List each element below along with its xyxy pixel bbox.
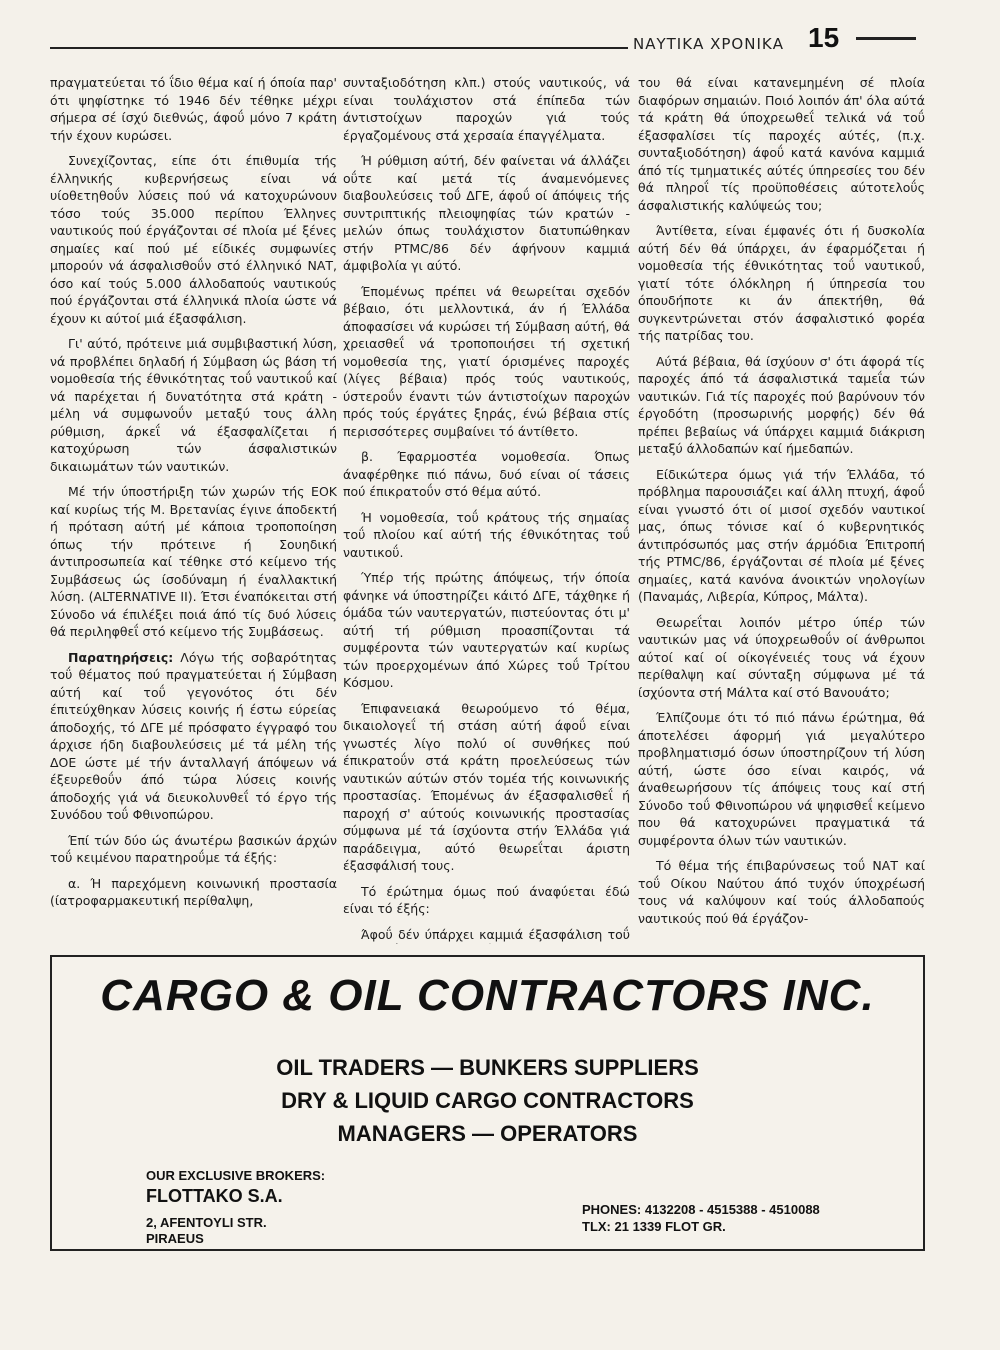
paragraph: Έπιφανειακά θεωρούμενο τό θέμα, δικαιολογεΐ τή στάση αύτή άφοΰ είναι γνωστές λίγο πολύ οί συνθήκες πού έπικρατοΰν στά κράτη προελεύσεως τών ναυτικών αύτών στόν τομέα τής κοινωνικής προστασίας. Έπομένως άν έξασφαλισθεΐ ή παροχή σ' αύτούς κοινωνικής προστασίας σύμφωνα μέ τά ίσχύοντα στήν Έλλάδα γιά παράδειγμα, αύτό θεωρεΐται άριστη έξασφάλισή τους. — [343, 700, 630, 873]
paragraph: Τό θέμα τής έπιβαρύνσεως τοΰ ΝΑΤ καί τοΰ Οίκου Ναύτου άπό τυχόν ύποχρέωσή τους νά καλύψουν καί τούς άλλοδαπούς ναυτικούς πού θά έργάζον- — [638, 858, 925, 926]
paragraph: Θεωρεΐται λοιπόν μέτρο ύπέρ τών ναυτικών μας νά ύποχρεωθοΰν οί άνθρωποι αύτοί καί οί οίκογένειές τους νά έχουν περίθαλψη καί σύνταξη σύμφωνα μέ τά ίσχύοντα στή Μάλτα καί στό Βανουάτο; — [638, 614, 925, 700]
ad-address-city: PIRAEUS — [146, 1231, 204, 1246]
advertisement-box — [50, 955, 925, 1251]
text-column-2 — [343, 74, 630, 944]
ad-address-street: 2, AFENTOYLI STR. — [146, 1215, 267, 1230]
text-column-3 — [638, 74, 925, 944]
ad-brokers-label: OUR EXCLUSIVE BROKERS: — [146, 1168, 326, 1183]
paragraph: Έλπίζουμε ότι τό πιό πάνω έρώτημα, θά άποτελέσει άφορμή γιά μεγαλύτερο προβληματισμό όσων ύποστηρίζουν τή λύση αύτή, ώστε όσο είναι καιρός, νά άναθεωρήσουν τίς άπόψεις τους καί στή Σύνοδο τοΰ Φθινοπώρου νά ψηφισθεΐ κείμενο που θά κατοχυρώνει πραγματικά τά συμφέροντα όλων τών ναυτικών. — [638, 710, 925, 848]
paragraph: του θά είναι κατανεμημένη σέ πλοία διαφόρων σημαιών. Ποιό λοιπόν άπ' όλα αύτά τά κράτη θά ύποχρεωθεΐ τελικά νά τοΰ έξασφαλίσει τίς παροχές αύτές, (π.χ. συνταξιοδότηση) άφοΰ κατά κανόνα καμμιά άπό τίς τμηματικές αύτές ύπηρεσίες του δέν θά πληροΐ τίς προϋποθέσεις αύτοτελοΰς άσφαλιστικής καλύψεώς του; — [638, 75, 925, 213]
paragraph: Ή νομοθεσία, τοΰ κράτους τής σημαίας τοΰ πλοίου καί αύτή τής έθνικότητας τοΰ ναυτικοΰ. — [343, 509, 630, 560]
paragraph: α. Ή παρεχόμενη κοινωνική προστασία (ίατροφαρμακευτική περίθαλψη, — [50, 875, 337, 908]
ad-broker-name: FLOTTAKO S.A. — [146, 1186, 283, 1206]
header-rule-left — [50, 47, 628, 49]
remarks-label: Παρατηρήσεις: — [68, 649, 174, 665]
ad-services-line-1: OIL TRADERS — BUNKERS SUPPLIERS — [276, 1055, 699, 1080]
ad-telex: TLX: 21 1339 FLOT GR. — [582, 1219, 726, 1234]
paragraph: πραγματεύεται τό ΐδιο θέμα καί ή όποία παρ' ότι ψηφίστηκε τό 1946 δέν τέθηκε μέχρι σήμερα σέ ίσχύ διεθνώς, άφοΰ μόνο 7 κράτη τήν έχουν κυρώσει. — [50, 75, 337, 143]
ad-company-name: CARGO & OIL CONTRACTORS INC. — [100, 971, 875, 1020]
remarks-paragraph — [50, 649, 337, 824]
paragraph: Αύτά βέβαια, θά ίσχύουν σ' ότι άφορά τίς παροχές άπό τά άσφαλιστικά ταμεΐα τών ναυτικών. Γιά τίς παροχές πού βαρύνουν τόν έργοδότη (προσωρινής μορφής) δέν θά πρέπει βεβαίως νά ύπάρχει καμμιά διάκριση μεταξύ άλλοδαπών καί ήμεδαπών. — [638, 353, 925, 456]
page-number: 15 — [808, 22, 840, 53]
paragraph: Γι' αύτό, πρότεινε μιά συμβιβαστική λύση, νά προβλέπει δηλαδή ή Σύμβαση ώς βάση τή νομοθεσία τής έθνικότητας τοΰ ναυτικοΰ καί νά παρέχεται ή δυνατότητα στά κράτη - μέλη νά συμφωνοΰν μεταξύ τους άλλη ρύθμιση, άρκεΐ νά έξασφαλίζεται ή κατοχύρωση τών άσφαλιστικών δικαιωμάτων τών ναυτικών. — [50, 336, 337, 474]
ad-services-line-2: DRY & LIQUID CARGO CONTRACTORS — [281, 1088, 694, 1113]
remarks-text: Λόγω τής σοβαρότητας τοΰ θέματος πού πραγματεύεται ή Σύμβαση αύτή καί τοΰ γεγονότος ότι δέν έπιτεύχθηκαν λύσεις κοινής ή έστω εύρείας άποδοχής, τό ΔΓΕ μέ πρόσφατο έγγραφό του άρχισε ήδη διαβουλεύσεις μέ τά μέλη τής ΔΟΕ ώστε μέ τήν άνταλλαγή άπόψεων νά έξευρεθοΰν άπό τώρα λύσεις κοινής άποδοχής γιά νά διευκολυνθεΐ τό έργο τής Συνόδου τοΰ Φθινοπώρου. — [50, 649, 337, 822]
paragraph: Άφοΰ δέν ύπάρχει καμμιά έξασφάλιση τοΰ — [361, 926, 630, 942]
paragraph: β. Έφαρμοστέα νομοθεσία. Όπως άναφέρθηκε πιό πάνω, δυό είναι οί τάσεις πού έπικρατοΰν στό θέμα αύτό. — [343, 449, 630, 499]
ad-phones: PHONES: 4132208 - 4515388 - 4510088 — [582, 1202, 820, 1217]
paragraph: Συνεχίζοντας, είπε ότι έπιθυμία τής έλληνικής κυβερνήσεως είναι νά υίοθετηθοΰν λύσεις πού νά κατοχυρώνουν τόσο τούς 35.000 περίπου Έλληνες ναυτικούς πού έργάζονται σέ πλοία μέ ξένες σημαίες καί πού μέ είδικές συμφωνίες μπορούν νά άσφαλισθοΰν στό έλληνικό ΝΑΤ, όσο καί τούς 5.000 άλλοδαπούς ναυτικούς πού έργάζονται στά έλληνικά πλοία ώστε νά έχουν κι αύτοί μιά έξασφάλιση. — [50, 153, 337, 326]
paragraph: συνταξιοδότηση κλπ.) στούς ναυτικούς, νά είναι τουλάχιστον στά έπίπεδα τών άντιστοίχων παροχών γιά τούς έργαζομένους στά χερσαία έπαγγέλματα. — [343, 75, 630, 143]
paragraph: Έπί τών δύο ώς άνωτέρω βασικών άρχών τοΰ κειμένου παρατηροΰμε τά έξής: — [50, 832, 337, 865]
paragraph: Μέ τήν ύποστήριξη τών χωρών τής ΕΟΚ καί κυρίως τής Μ. Βρετανίας έγινε άποδεκτή ή πρόταση αύτή μέ κάποια τροποποίηση όπως τήν πρότεινε ή Σουηδική άντιπροσωπεία καί τέθηκε στό κείμενο τής Συμβάσεως ώς ίσοδύναμη ή έναλλακτική λύση. (ALTERNATIVE II). Έτσι έναπόκειται στή Σύνοδο νά έπιλέξει ποιά άπό τίς δυό λύσεις θά περιληφθεΐ στό κείμενο τής Συμβάσεως. — [50, 484, 337, 639]
text-column-1 — [50, 74, 337, 944]
paragraph: Έπομένως πρέπει νά θεωρείται σχεδόν βέβαιο, ότι μελλοντικά, άν ή Έλλάδα άποφασίσει νά κυρώσει τή Σύμβαση αύτή, θά χρειασθεΐ νά τροποποιήσει τή σχετική νομοθεσία της, γιατί όρισμένες παροχές (λίγες βέβαια) πρός τούς ναυτικούς, ύστεροΰν έναντι τών άντιστοίχων παροχών πρός τούς έργάτες ξηράς, ένώ βέβαια στίς περισσότερες συμβαίνει τό άντίθετο. — [343, 283, 630, 439]
paragraph: Ή ρύθμιση αύτή, δέν φαίνεται νά άλλάζει οΰτε καί μετά τίς άναμενόμενες διαβουλεύσεις τοΰ ΔΓΕ, άφοΰ οί άπόψεις τής συντριπτικής πλειοψηφίας τών κρατών - μελών όπως τουλάχιστον διατυπώθηκαν στήν PTMC/86 δέν άφήνουν καμμιά άμφιβολία γι αύτό. — [343, 153, 630, 273]
paragraph: Είδικώτερα όμως γιά τήν Έλλάδα, τό πρόβλημα παρουσιάζει καί άλλη πτυχή, άφοΰ είναι γνωστό ότι οί μισοί σχεδόν ναυτικοί μας, όπως τόνισε καί ό κυβερνητικός άντιπρόσωπός μας στήν άρμόδια Έπιτροπή τής PTMC/86, έργάζονται σέ πλοία μέ ξένες σημαίες, κατά κανόνα άνοικτών νηολογίων (Παναμάς, Λιβερία, Κύπρος, Μάλτα). — [638, 466, 925, 604]
magazine-title: ΝΑΥΤΙΚΑ ΧΡΟΝΙΚΑ — [633, 35, 784, 53]
paragraph: Ύπέρ τής πρώτης άπόψεως, τήν όποία φάνηκε νά ύποστηρίζει κάιτό ΔΓΕ, τάχθηκε ή όμάδα τών ναυτεργατών, πιστεύοντας ότι μ' αύτή τή ρύθμιση προασπίζονται τά συμφέροντα τών ναυτεργατών καί κυρίως τών προερχομένων άπό Χώρες τοΰ Τρίτου Κόσμου. — [343, 570, 630, 690]
ad-services-line-3: MANAGERS — OPERATORS — [337, 1121, 638, 1146]
header-rule-right — [856, 37, 916, 40]
paragraph: Τό έρώτημα όμως πού άναφύεται έδώ είναι τό έξής: — [343, 883, 630, 916]
paragraph: Άντίθετα, είναι έμφανές ότι ή δυσκολία αύτή δέν θά ύπάρχει, άν έφαρμόζεται ή νομοθεσία τής έθνικότητας τοΰ ναυτικοΰ, γιατί τότε όλόκληρη ή ύπηρεσία του όπουδήποτε κι άν άπεκτήθη, θά συγκεντρώνεται στόν άσφαλιστικό φορέα τής πατρίδας του. — [638, 223, 925, 343]
